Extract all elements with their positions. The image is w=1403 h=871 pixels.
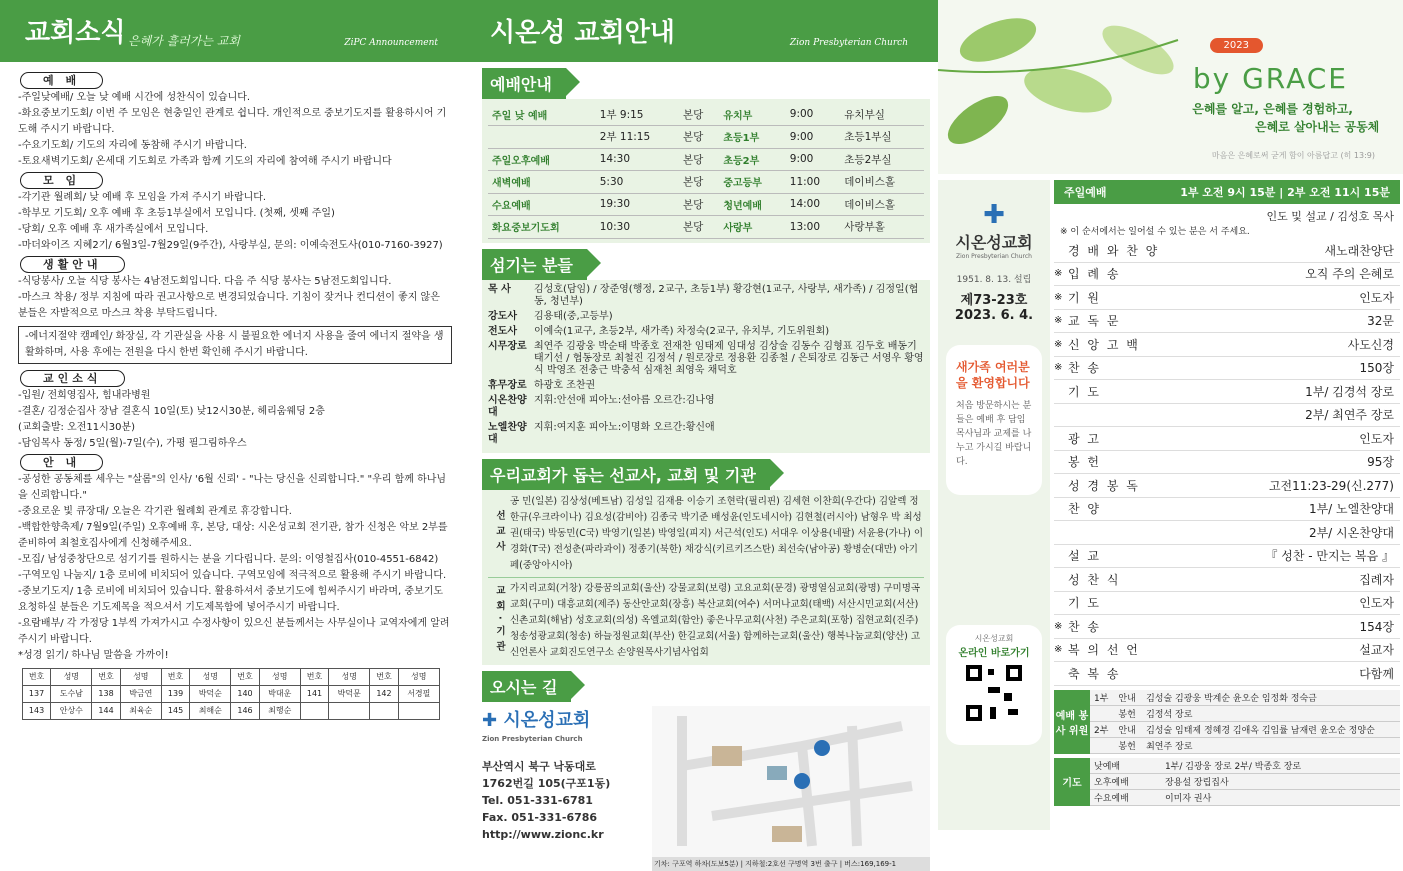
order-value: 집례자 (1359, 572, 1394, 587)
order-value: 95장 (1367, 455, 1394, 470)
order-value: 1부/ 노엘찬양대 (1308, 502, 1394, 517)
cover-sidebar (938, 180, 1050, 830)
church-logo: ✚ 시온성교회 (482, 709, 591, 731)
address-line1: 부산역시 북구 낙동대로 (482, 759, 596, 773)
news-item: -당회/ 오후 예배 후 새가족실에서 모입니다. (18, 224, 209, 235)
order-row (1054, 545, 1400, 569)
staff-names: 김성호(담임) / 장준영(행정, 2교구, 초등1부) 황강현(1교구, 사랑부, 새가족) / 김정일(협동, 청년부) (534, 283, 919, 307)
news-item: -화요중보기도회/ 이번 주 모임은 현충일인 관계로 쉽니다. 개인적으로 중보기도지를 활용하시어 기도해 주시기 바랍니다. (18, 108, 447, 135)
website-link[interactable]: http://www.zionc.kr (482, 827, 604, 841)
news-item: -모집/ 남성중창단으로 섬기기를 원하시는 분을 기다립니다. 문의: 이영철집사(010-4551-6842) (18, 554, 439, 565)
worship-cell: 데이비스홀 (840, 171, 924, 194)
transport-info: 기차: 구포역 하차(도보5분) | 지하철:2호선 구명역 3번 출구 | 버스:169,169-1 (652, 857, 930, 871)
staff-row (488, 422, 924, 446)
prayer-cell: 수요예배 (1090, 789, 1161, 805)
duty-cell: 김성술 김광웅 박계순 윤오순 임정화 정숙금 (1142, 690, 1400, 706)
bible-cell: 143 (23, 703, 51, 720)
news-item: -수요기도회/ 기도의 자리에 동참해 주시기 바랍니다. (18, 140, 247, 151)
mission-section (482, 459, 930, 665)
order-title: 주일예배 (1064, 186, 1107, 199)
worship-cell: 초등2부실 (840, 148, 924, 171)
staff-names: 지휘:안선애 피아노:선아름 오르간:김나영 (534, 394, 715, 406)
duty-cell (1090, 737, 1114, 753)
order-row (1054, 662, 1400, 686)
church-emblem-icon: ✚ (983, 200, 1005, 230)
bible-reading-title: *성경 읽기/ 하나님 말씀을 가까이! (18, 650, 169, 661)
worship-row (488, 126, 924, 149)
bible-head: 번호 (370, 669, 398, 686)
bible-cell: 144 (92, 703, 120, 720)
bible-cell: 도수남 (51, 686, 92, 703)
duty-cell: 안내 (1114, 690, 1142, 706)
news-subtitle: 은혜가 흘러가는 교회 (128, 34, 240, 48)
telephone: Tel. 051-331-6781 (482, 793, 593, 807)
order-item: 기 도 (1068, 596, 1101, 611)
duty-table (1054, 690, 1400, 754)
staff-row (488, 311, 924, 323)
order-value: 인도자 (1359, 290, 1394, 305)
worship-cell: 사랑부 (719, 216, 785, 239)
address-line2: 1762번길 105(구포1동) (482, 776, 611, 790)
theme-title: by GRACE (1192, 62, 1348, 95)
cross-icon: ✚ (482, 709, 498, 731)
order-note: ※ 이 순서에서는 일어설 수 있는 분은 서 주세요. (1060, 227, 1250, 237)
bible-head: 번호 (92, 669, 120, 686)
theme-line2: 은혜로 살아내는 공동체 (1255, 120, 1380, 134)
worship-row (488, 171, 924, 194)
bible-cell: 137 (23, 686, 51, 703)
staff-names: 하광호 조찬권 (534, 379, 596, 391)
bible-cell: 박금연 (120, 686, 161, 703)
section-pill: 교인소식 (20, 370, 125, 387)
year-badge: 2023 (1210, 38, 1263, 53)
bible-cell: 박덕문 (329, 686, 370, 703)
worship-row (488, 148, 924, 171)
order-item: 성 찬 식 (1068, 572, 1121, 587)
worship-cell: 초등1부실 (840, 126, 924, 149)
worship-cell: 유치부 (719, 103, 785, 126)
worship-cell: 화요중보기도회 (488, 216, 596, 239)
worship-cell: 초등1부 (719, 126, 785, 149)
order-value: 1부/ 김경석 장로 (1305, 384, 1394, 399)
order-row (1054, 639, 1400, 663)
stand-mark: ※ (1054, 291, 1063, 303)
worship-cell: 14:30 (596, 148, 679, 171)
order-value: 2부/ 최연주 장로 (1305, 408, 1394, 423)
staff-list (482, 280, 930, 453)
order-value: 새노래찬양단 (1324, 243, 1394, 258)
order-row (1054, 310, 1400, 334)
worship-cell: 본당 (679, 216, 719, 239)
order-item: 입 례 송 (1068, 267, 1121, 282)
news-header (0, 0, 468, 62)
order-row (1054, 427, 1400, 451)
order-value: 32문 (1367, 314, 1394, 329)
staff-names: 지휘:여지훈 피아노:이명화 오르간:황신애 (534, 421, 715, 433)
news-item: -각기관 월례회/ 낮 예배 후 모임을 가져 주시기 바랍니다. (18, 192, 267, 203)
duty-cell: 안내 (1114, 721, 1142, 737)
news-english: ZiPC Announcement (344, 38, 438, 48)
news-item: -입원/ 전희영집사, 힘내라병원 (18, 390, 151, 401)
prayer-cell: 이미자 권사 (1161, 789, 1400, 805)
order-item: 설 교 (1068, 549, 1101, 564)
order-item: 교 독 문 (1068, 314, 1121, 329)
bible-head: 성명 (120, 669, 161, 686)
news-item: -중요로운 빛 큐장대/ 오늘은 각기관 월례회 관계로 휴강합니다. (18, 506, 292, 517)
cover-top (938, 0, 1403, 174)
worship-cell (488, 126, 596, 149)
order-row (1054, 333, 1400, 357)
bible-cell: 최육순 (120, 703, 161, 720)
cover-church-english: Zion Presbyterian Church (956, 253, 1032, 260)
stand-mark: ※ (1054, 620, 1063, 632)
worship-row (488, 193, 924, 216)
staff-names: 최연주 김광웅 박순태 박종호 전재찬 임태제 임대성 김상술 김동수 김형표 김두호 배동기 태기선 / 협동장로 최철진 김정석 / 원로장로 정용환 김종철 / 은퇴장로 김동근 서영우 황영식 박영조 전충근 박충석 심재천 최영욱 채덕호 (534, 340, 924, 376)
duty-cell: 김성술 임태제 정혜경 김애옥 김임률 남재련 윤오순 정양순 (1142, 721, 1400, 737)
prayer-cell: 1부/ 김광웅 장로 2부/ 박종호 장로 (1161, 758, 1400, 774)
stand-mark: ※ (1054, 315, 1063, 327)
bible-cell: 146 (231, 703, 259, 720)
worship-cell: 초등2부 (719, 148, 785, 171)
order-item: 성 경 봉 독 (1068, 478, 1140, 493)
news-body (0, 62, 468, 720)
order-value: 2부/ 시온찬양대 (1308, 525, 1394, 540)
online-box[interactable] (946, 625, 1042, 745)
duty-cell: 최연주 장로 (1142, 737, 1400, 753)
worship-cell: 14:00 (786, 193, 841, 216)
prayer-label: 기도 (1054, 758, 1090, 806)
worship-cell: 9:00 (786, 103, 841, 126)
serve-section (482, 249, 930, 453)
theme-verse: 마음은 은혜로써 굳게 함이 아름답고 (히 13:9) (1211, 151, 1375, 160)
bible-cell: 140 (231, 686, 259, 703)
cover-panel (938, 0, 1403, 830)
bible-table (22, 668, 440, 720)
worship-cell: 수요예배 (488, 193, 596, 216)
staff-row (488, 395, 924, 419)
order-row (1054, 404, 1400, 428)
worship-cell: 2부 11:15 (596, 126, 679, 149)
bible-head: 성명 (398, 669, 439, 686)
order-row (1054, 592, 1400, 616)
online-link-label: 온라인 바로가기 (958, 648, 1030, 659)
info-title: 시온성 교회안내 (490, 18, 675, 48)
order-row (1054, 286, 1400, 310)
news-item: -구역모임 나눔지/ 1층 로비에 비치되어 있습니다. 구역모임에 적극적으로 활용해 주시기 바랍니다. (18, 570, 447, 581)
bible-head: 번호 (300, 669, 328, 686)
stand-mark: ※ (1054, 362, 1063, 374)
staff-row (488, 326, 924, 338)
church-support-row: 교회·기관 가지리교회(거창) 강릉꿈의교회(울산) 강물교회(보령) 고요교회(문경) 광명열심교회(광명) 구미명곡교회(구미) 대흥교회(제주) 동산안교회(장흥) 복산교회(여수) 서머나교회(태백) 서산시민교회(서산) 신촌교회(해남) 성호교회(의성) 옥엘교회(함안) 좋은나무교회(사천) 주은교회(포항) 집현교회(진주) 청송성광교회(청송) 하늘정원교회(부산) 한길교회(서울) 함께하는교회(울산) 행복나눔교회(양산) 고신언론사 교회진도연구소 손양원목사기념사업회 (488, 577, 924, 661)
order-row (1054, 357, 1400, 381)
notice-box: -에너지절약 캠페인/ 화장실, 각 기관실을 사용 시 불필요한 에너지 사용을 줄여 에너지 절약을 생활화하며, 사용 후에는 전원을 다시 한번 확인해 주시기 바랍니다. (18, 326, 452, 364)
worship-cell: 본당 (679, 148, 719, 171)
prayer-row (1090, 789, 1400, 805)
bible-head: 성명 (329, 669, 370, 686)
prayer-row (1090, 773, 1400, 789)
news-item: -공성한 공동체를 세우는 "살롬"의 인사/ '6월 신뢰' - "나는 당신을 신뢰합니다." "우리 함께 하나님을 신뢰합니다." (18, 474, 447, 501)
bible-head: 성명 (190, 669, 231, 686)
duty-cell: 1부 (1090, 690, 1114, 706)
news-item: -마스크 착용/ 정부 지침에 따라 권고사항으로 변경되었습니다. 기침이 잦거나 컨디션이 좋지 않은 분들은 자발적으로 마스크 착용 부탁드립니다. (18, 292, 440, 319)
order-value: 인도자 (1359, 596, 1394, 611)
worship-cell: 중고등부 (719, 171, 785, 194)
order-value: 154장 (1359, 619, 1394, 634)
stand-mark: ※ (1054, 644, 1063, 656)
news-item: -결혼/ 김정순집사 장남 결혼식 10일(토) 낮12시30분, 헤리움웨딩 2층 (18, 406, 325, 417)
order-row (1054, 263, 1400, 287)
news-item: -백합한향축제/ 7월9일(주일) 오후예배 후, 본당, 대상: 시온성교회 전기관, 참가 신청은 악보 2부를 준비하여 최철호집사에게 신청해주세요. (18, 522, 448, 549)
worship-cell: 유치부실 (840, 103, 924, 126)
worship-row (488, 103, 924, 126)
staff-row (488, 284, 924, 308)
bible-cell: 안상수 (51, 703, 92, 720)
bible-head: 성명 (51, 669, 92, 686)
staff-role: 강도사 (488, 310, 517, 322)
order-value: 오직 주의 은혜로 (1305, 267, 1394, 282)
order-times: 1부 오전 9시 15분 | 2부 오전 11시 15분 (1180, 186, 1390, 199)
worship-cell: 9:00 (786, 148, 841, 171)
fax: Fax. 051-331-6786 (482, 810, 598, 824)
worship-cell: 본당 (679, 126, 719, 149)
order-list (1054, 239, 1400, 686)
order-item: 봉 헌 (1068, 455, 1101, 470)
worship-cell: 청년예배 (719, 193, 785, 216)
duty-cell: 봉헌 (1114, 737, 1142, 753)
order-row (1054, 568, 1400, 592)
worship-heading: 예배안내 (482, 68, 566, 99)
order-row (1054, 239, 1400, 263)
section-pill: 안 내 (20, 454, 103, 471)
bible-cell: 최행순 (259, 703, 300, 720)
section-pill: 예 배 (20, 72, 103, 89)
staff-role: 전도사 (488, 325, 517, 337)
bible-cell: 141 (300, 686, 328, 703)
prayer-cell: 오후예배 (1090, 773, 1161, 789)
worship-cell: 5:30 (596, 171, 679, 194)
cover-church-name: 시온성교회 (955, 233, 1033, 252)
order-row (1054, 521, 1400, 545)
bible-cell: 최해순 (190, 703, 231, 720)
order-of-worship (1054, 180, 1400, 806)
worship-cell: 9:00 (786, 126, 841, 149)
order-item: 축 복 송 (1068, 666, 1121, 681)
prayer-row (1090, 758, 1400, 774)
stand-mark: ※ (1054, 268, 1063, 280)
issue-date: 2023. 6. 4. (954, 308, 1034, 323)
order-item: 찬 송 (1068, 619, 1101, 634)
bible-cell (300, 703, 328, 720)
staff-names: 이예숙(1교구, 초등2부, 새가족) 차정숙(2교구, 유치부, 기도위원회) (534, 325, 830, 337)
bible-head: 번호 (161, 669, 189, 686)
prayer-cell: 낮예배 (1090, 758, 1161, 774)
missionary-text: 공 민(일본) 김상성(베트남) 김성일 김재용 이승기 조현락(필리핀) 김세현 이찬희(우간다) 김알렉 정한규(우크라이나) 김요성(감비아) 김종국 박기준 배성윤(인도네시아) 김현철(러시아) 남형우 박 최성권(태국) 박동민(C국) 박영기(일본) 박영일(피지) 서근석(인도) 서대우 이상용(네팔) 서윤용(가나) 이경화(T국) 전성춘(파라과이) 정종기(북한) 채강식(키르키즈스탄) 최선숙(남아공) 황병순(대만) 아기페(중앙아시아) (510, 495, 924, 571)
worship-cell: 본당 (679, 193, 719, 216)
order-item: 찬 양 (1068, 502, 1101, 517)
church-info-panel (468, 0, 938, 868)
worship-cell: 새벽예배 (488, 171, 596, 194)
info-header (468, 0, 938, 62)
church-news-panel (0, 0, 468, 830)
stand-mark: ※ (1054, 338, 1063, 350)
news-item: -주일낮예배/ 오늘 낮 예배 시간에 성찬식이 있습니다. (18, 92, 251, 103)
theme-line1: 은혜를 알고, 은혜를 경험하고, (1192, 102, 1353, 116)
worship-cell: 주일오후예배 (488, 148, 596, 171)
order-row (1054, 498, 1400, 522)
worship-cell: 본당 (679, 171, 719, 194)
bible-head: 번호 (23, 669, 51, 686)
staff-role: 시온찬양대 (488, 394, 527, 418)
worship-cell: 11:00 (786, 171, 841, 194)
staff-role: 목 사 (488, 283, 511, 295)
prayer-table (1054, 758, 1400, 806)
staff-role: 노엘찬양대 (488, 421, 527, 445)
online-label: 시온성교회 (974, 634, 1014, 643)
order-item: 찬 송 (1068, 361, 1101, 376)
prayer-cell: 장용설 장립집사 (1161, 773, 1400, 789)
worship-section (482, 68, 930, 243)
order-row (1054, 380, 1400, 404)
mission-heading: 우리교회가 돕는 선교사, 교회 및 기관 (482, 459, 770, 490)
staff-row (488, 341, 924, 377)
bible-cell: 박덕순 (190, 686, 231, 703)
church-support-text: 가지리교회(거창) 강릉꿈의교회(울산) 강물교회(보령) 고요교회(문경) 광명열심교회(광명) 구미명곡교회(구미) 대흥교회(제주) 동산안교회(장흥) 복산교회(여수) 서머나교회(태백) 서산시민교회(서산) 신촌교회(해남) 성호교회(의성) 옥엘교회(함안) 좋은나무교회(사천) 주은교회(포항) 집현교회(진주) 청송성광교회(청송) 하늘정원교회(부산) 한길교회(서울) 함께하는교회(울산) 행복나눔교회(양산) 고신언론사 교회진도연구소 손양원목사기념사업회 (510, 582, 921, 658)
welcome-title: 새가족 여러분을 환영합니다 (956, 360, 1030, 390)
duty-cell (1090, 705, 1114, 721)
order-value: 고전11:23-29(신.277) (1268, 478, 1394, 493)
logo-english: Zion Presbyterian Church (482, 734, 583, 743)
bible-cell (329, 703, 370, 720)
order-item: 복 의 선 언 (1068, 643, 1140, 658)
worship-cell: 주일 낮 예배 (488, 103, 596, 126)
news-item: -중보기도지/ 1층 로비에 비치되어 있습니다. 활용하셔서 중보기도에 힘써주시기 바라며, 중보기도 요청하실 분들은 기도제목을 적으셔서 기도제목함에 넣어주시기 바랍니다. (18, 586, 444, 613)
bible-cell: 139 (161, 686, 189, 703)
order-row (1054, 451, 1400, 475)
order-item: 기 도 (1068, 384, 1101, 399)
welcome-box (946, 345, 1042, 495)
duty-cell: 김정석 장로 (1142, 705, 1400, 721)
bible-cell: 138 (92, 686, 120, 703)
worship-cell: 사랑부홀 (840, 216, 924, 239)
founded-date: 1951. 8. 13. 설립 (956, 275, 1032, 285)
bible-cell: 박대운 (259, 686, 300, 703)
duty-row (1090, 690, 1400, 706)
worship-cell: 1부 9:15 (596, 103, 679, 126)
staff-role: 시무장로 (488, 340, 527, 352)
info-english: Zion Presbyterian Church (789, 38, 908, 48)
duty-cell: 봉헌 (1114, 705, 1142, 721)
worship-cell: 13:00 (786, 216, 841, 239)
serve-heading: 섬기는 분들 (482, 249, 587, 280)
preacher: 인도 및 설교 / 김성호 목사 (1266, 210, 1394, 223)
order-value: 인도자 (1359, 431, 1394, 446)
news-item: -담임목사 동정/ 5일(월)-7일(수), 가평 필그림하우스 (18, 438, 247, 449)
news-item: -학부모 기도회/ 오후 예배 후 초등1부실에서 모입니다. (첫째, 셋째 주일) (18, 208, 335, 219)
bible-cell (398, 703, 439, 720)
order-value: 『 성찬 - 만지는 복음 』 (1265, 549, 1394, 564)
duty-row (1090, 721, 1400, 737)
bible-cell: 서경필 (398, 686, 439, 703)
staff-role: 휴무장로 (488, 379, 527, 391)
qr-code-icon[interactable] (964, 663, 1024, 723)
order-item: 경 배 와 찬 양 (1068, 243, 1160, 258)
worship-row (488, 216, 924, 239)
bible-cell: 145 (161, 703, 189, 720)
news-item: (교회출발: 오전11시30분) (18, 422, 136, 433)
worship-cell: 본당 (679, 103, 719, 126)
staff-row (488, 380, 924, 392)
map-graphic (652, 706, 922, 856)
news-item: -요람배부/ 각 가정당 1부씩 가져가시고 수정사항이 있으신 분들께서는 사무실이나 교역자에게 알려주시기 바랍니다. (18, 618, 450, 645)
duty-cell: 2부 (1090, 721, 1114, 737)
section-pill: 생활안내 (20, 256, 125, 273)
location-map (652, 706, 930, 871)
directions-heading: 오시는 길 (482, 671, 571, 702)
staff-names: 김용태(중,고등부) (534, 310, 613, 322)
worship-cell: 10:30 (596, 216, 679, 239)
bible-cell (370, 703, 398, 720)
news-item: -마더와이즈 지혜2기/ 6월3일-7월29일(9주간), 사랑부실, 문의: 이예숙전도사(010-7160-3927) (18, 240, 443, 251)
order-value: 사도신경 (1347, 337, 1394, 352)
directions-section (482, 671, 930, 871)
worship-table (488, 103, 924, 239)
order-row (1054, 474, 1400, 498)
order-value: 다함께 (1359, 666, 1394, 681)
order-item: 기 원 (1068, 290, 1101, 305)
news-item: -식당봉사/ 오늘 식당 봉사는 4남전도회입니다. 다음 주 식당 봉사는 5남전도회입니다. (18, 276, 392, 287)
duty-row (1090, 737, 1400, 753)
order-item: 신 앙 고 백 (1068, 337, 1140, 352)
issue-number: 제73-23호 (960, 293, 1028, 308)
worship-cell: 19:30 (596, 193, 679, 216)
duty-row (1090, 705, 1400, 721)
bible-cell: 142 (370, 686, 398, 703)
news-title: 교회소식 (25, 18, 126, 48)
leaves-illustration (938, 0, 1198, 170)
order-row (1054, 615, 1400, 639)
news-item: -토요새벽기도회/ 온세대 기도회로 가족과 함께 기도의 자리에 참여해 주시기 바랍니다 (18, 156, 392, 167)
order-item: 광 고 (1068, 431, 1101, 446)
bible-head: 성명 (259, 669, 300, 686)
section-pill: 모 임 (20, 172, 103, 189)
bible-head: 번호 (231, 669, 259, 686)
order-value: 설교자 (1359, 643, 1394, 658)
missionary-row: 선교사 공 민(일본) 김상성(베트남) 김성일 김재용 이승기 조현락(필리핀) 김세현 이찬희(우간다) 김알렉 정한규(우크라이나) 김요성(감비아) 김종국 박기준 배성윤(인도네시아) 김현철(러시아) 남형우 박 최성권(태국) 박동민(C국) 박영기(일본) 박영일(피지) 서근석(인도) 서대우 이상용(네팔) 서윤용(가나) 이경화(T국) 전성춘(파라과이) 정종기(북한) 채강식(키르키즈스탄) 최선숙(남아공) 황병순(대만) 아기페(중앙아시아) (488, 494, 924, 574)
welcome-text: 처음 방문하시는 분들은 예배 후 담임목사님과 교제를 나누고 가시길 바랍니다. (956, 401, 1032, 467)
duty-label: 예배 봉사 위원 (1054, 690, 1090, 754)
worship-cell: 데이비스홀 (840, 193, 924, 216)
order-value: 150장 (1359, 361, 1394, 376)
